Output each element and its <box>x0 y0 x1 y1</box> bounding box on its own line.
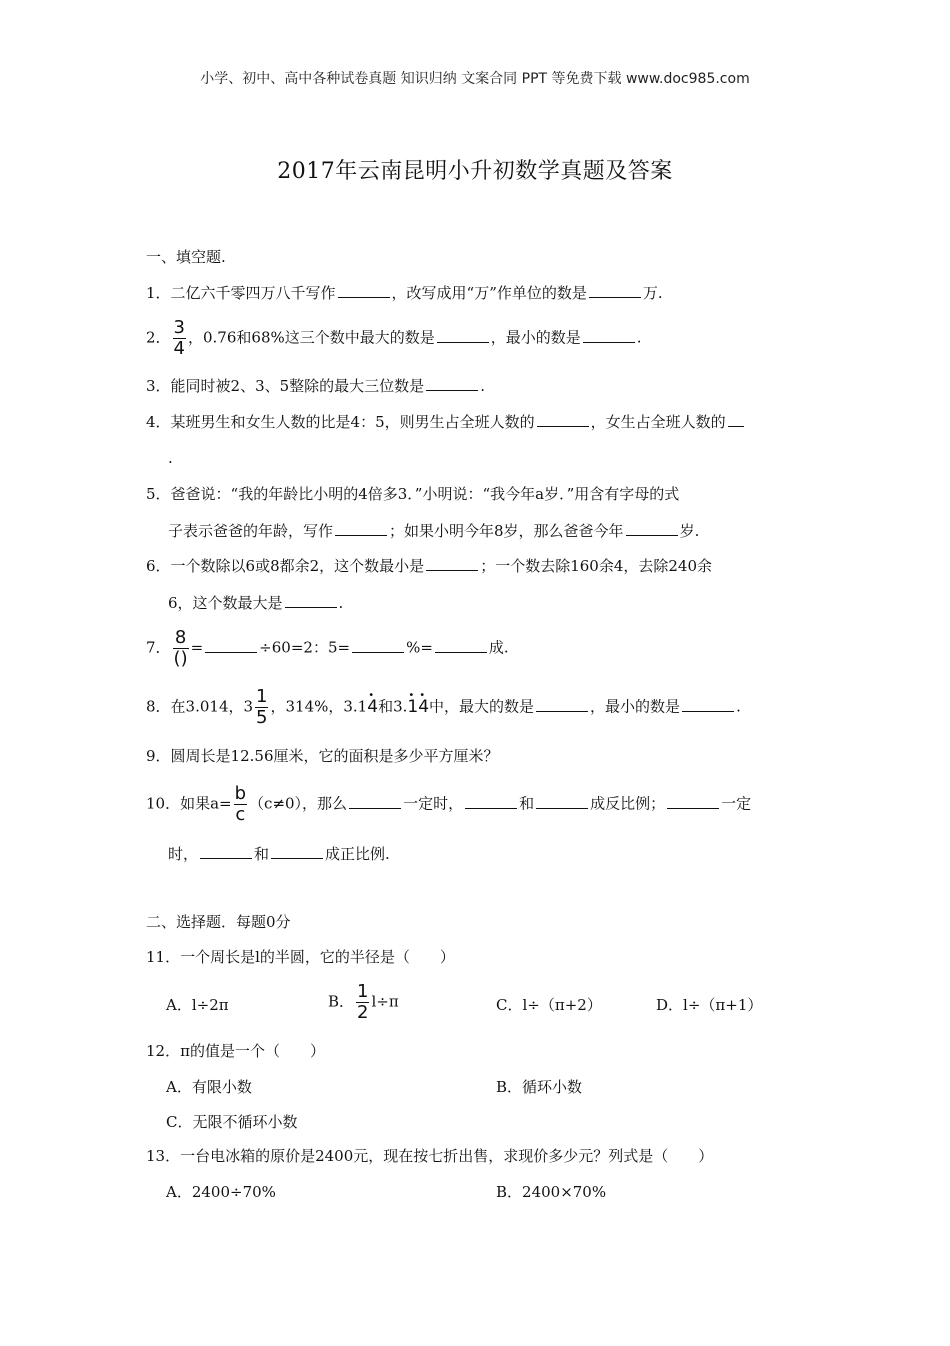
section-heading-choice: 二、选择题．每题0分 <box>146 913 291 931</box>
answer-blank <box>352 638 404 653</box>
answer-blank <box>465 794 517 809</box>
option-11-b: B． $\frac{1}{2}$ l÷π <box>328 981 399 1023</box>
answer-blank <box>537 412 589 427</box>
option-11-c: C．l÷（π+2） <box>496 996 602 1014</box>
question-1: 1．二亿六千零四万八千写作 ，改写成用“万”作单位的数是 万. <box>146 284 663 302</box>
question-5-line2: 子表示爸爸的年龄，写作 ；如果小明今年8岁，那么爸爸今年 岁. <box>168 522 700 540</box>
answer-blank <box>285 593 337 608</box>
question-12: 12．π的值是一个（ ） <box>146 1042 325 1060</box>
question-6-line2: 6，这个数最大是 . <box>168 594 344 612</box>
answer-blank <box>536 794 588 809</box>
question-2: 2． $\frac{3}{4}$ ，0.76和68%这三个数中最大的数是 ，最小的数是 . <box>146 317 642 359</box>
option-11-a: A．l÷2π <box>166 996 229 1014</box>
page-header: 小学、初中、高中各种试卷真题 知识归纳 文案合同 PPT 等免费下载 www.doc985.com <box>200 71 750 87</box>
answer-blank <box>205 638 257 653</box>
answer-blank <box>667 794 719 809</box>
question-3: 3．能同时被2、3、5整除的最大三位数是 . <box>146 377 485 395</box>
answer-blank <box>349 794 401 809</box>
page-title: 2017年云南昆明小升初数学真题及答案 <box>277 159 673 184</box>
question-13: 13．一台电冰箱的原价是2400元，现在按七折出售，求现价多少元？列式是（ ） <box>146 1147 714 1165</box>
question-4-end: . <box>168 449 173 467</box>
repeating-digit: • 4 <box>418 697 429 717</box>
option-13-b: B．2400×70% <box>496 1183 607 1201</box>
fraction: $\frac{1}{2}$ <box>357 981 369 1023</box>
answer-blank <box>271 844 323 859</box>
question-9: 9．圆周长是12.56厘米，它的面积是多少平方厘米？ <box>146 747 499 765</box>
answer-blank <box>435 638 487 653</box>
answer-blank <box>437 328 489 343</box>
question-10-line1: 10．如果a= $\frac{b}{c}$ （c≠0），那么 一定时， 和 成反比例； 一定 <box>146 783 752 825</box>
question-7: 7． $\frac{8}{()}$ = ÷60=2：5= %= 成. <box>146 627 509 669</box>
fraction: $\frac{b}{c}$ <box>234 783 247 825</box>
answer-blank <box>589 283 641 298</box>
answer-blank <box>626 521 678 536</box>
answer-blank <box>200 844 252 859</box>
answer-blank <box>682 697 734 712</box>
fraction: $\frac{3}{4}$ <box>173 317 185 359</box>
fraction: $\frac{1}{5}$ <box>256 686 268 728</box>
question-6-line1: 6．一个数除以6或8都余2，这个数最小是 ；一个数去除160余4，去除240余 <box>146 557 712 575</box>
question-4: 4．某班男生和女生人数的比是4：5，则男生占全班人数的 ，女生占全班人数的 <box>146 412 746 432</box>
question-11: 11．一个周长是l的半圆，它的半径是（ ） <box>146 948 455 966</box>
repeating-digit: • 4 <box>367 697 378 717</box>
answer-blank <box>728 412 744 427</box>
option-12-b: B．循环小数 <box>496 1078 583 1096</box>
option-12-c: C．无限不循环小数 <box>166 1113 298 1131</box>
question-10-line2: 时， 和 成正比例. <box>168 845 390 863</box>
answer-blank <box>426 376 478 391</box>
question-8: 8．在3.014，3 $\frac{1}{5}$ ，314%，3.1• 4和3.• 1• 4中，最大的数是 ，最小的数是 . <box>146 688 741 727</box>
fraction: $\frac{8}{()}$ <box>173 627 188 669</box>
question-5-line1: 5．爸爸说：“我的年龄比小明的4倍多3．”小明说：“我今年a岁．”用含有字母的式 <box>146 485 680 503</box>
option-12-a: A．有限小数 <box>166 1078 252 1096</box>
answer-blank <box>335 521 387 536</box>
option-11-d: D．l÷（π+1） <box>656 996 763 1014</box>
answer-blank <box>426 556 478 571</box>
answer-blank <box>536 697 588 712</box>
section-heading-fill-blank: 一、填空题. <box>146 248 226 266</box>
option-13-a: A．2400÷70% <box>166 1183 276 1201</box>
answer-blank <box>338 283 390 298</box>
answer-blank <box>583 328 635 343</box>
repeating-digit: • 1 <box>407 697 418 717</box>
